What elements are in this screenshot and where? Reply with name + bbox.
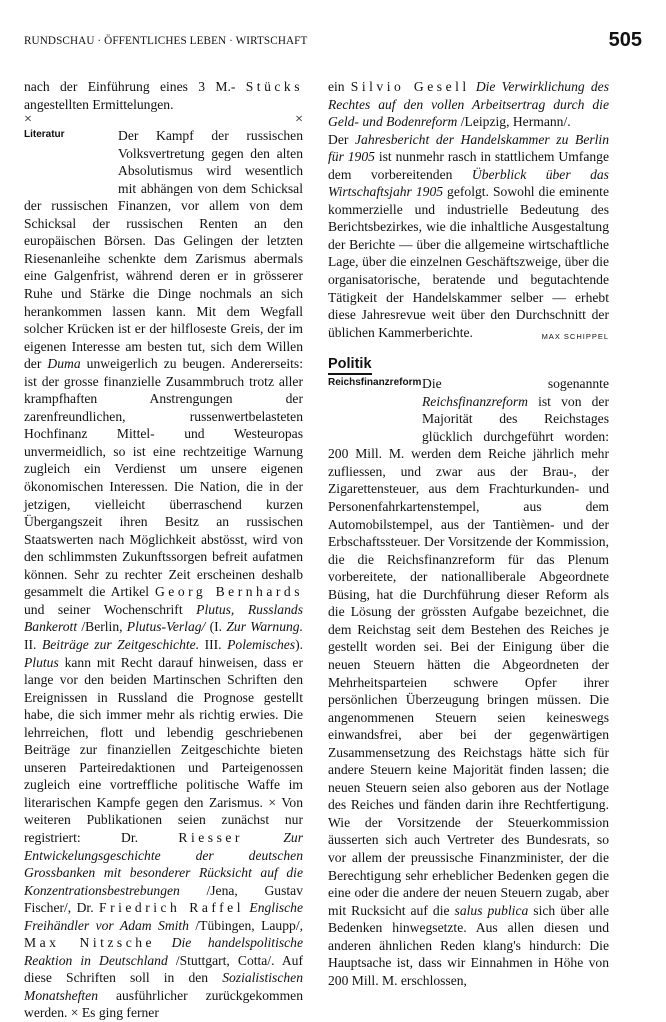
book-title: Die Verwirklichung des Rechtes auf den vollen Arbeitsertrag durch die Geld- und Bodenreform (328, 79, 609, 130)
text: ist nunmehr rasch in stattlichem Umfange dem vorbereitenden (328, 149, 609, 182)
author-name: Silvio Gesell (350, 79, 470, 94)
text: /Jena, Gustav Fischer/, Dr. (24, 882, 303, 916)
margin-label-reichsfinanzreform: Reichsfinanzreform (328, 377, 422, 389)
section-title-politik: Politik (328, 355, 372, 375)
margin-label-literatur: Literatur (24, 129, 65, 141)
section-separator (24, 113, 303, 127)
author-name: Riesser (178, 829, 243, 845)
report-title: Überblick über das Wirtschaftsjahr 1905 (328, 166, 609, 200)
gesell-paragraph (328, 78, 609, 131)
book-title: Plutus, Russlands Bankerott (24, 601, 303, 635)
running-head: RUNDSCHAU · ÖFFENTLICHES LEBEN · WIRTSCHAFT (24, 35, 308, 47)
text: unweigerlich zu beugen. Andererseits: ist der grosse finanzielle Zusammbruch trotz aller krampfhaften Anstrengungen der zarenfreundlichen, russenwertbelasteten Hochfinanz Mittel- und Westeuropas unvermeidlich, so ist eine rechtzeitige Warnung zugleich ein Verdienst um unsere eigenen ökonomischen Interessen. Die Nation, die in der jetzigen, vielleicht überraschend kurzen Übergangszeit ihren Besitz an russischen Staatswerten nach Möglichkeit abstösst, wird von den schlimmsten Zukunftssorgen befreit aufatmen können. Sehr zu rechter Zeit erscheinen deshalb gesammelt die Artikel (24, 356, 303, 600)
text: Der (328, 131, 355, 147)
text: ausführlicher zurückgekommen werden. × Es ging ferner (24, 987, 303, 1021)
right-column (328, 78, 609, 989)
italic-term: Reichsfinanzreform (422, 393, 528, 409)
reichsfinanzreform-paragraph (328, 375, 609, 989)
text: III. (199, 636, 228, 652)
text: II. (24, 636, 42, 652)
literatur-section (24, 127, 303, 1022)
book-title: Polemisches (227, 636, 296, 652)
cross-icon: × (295, 112, 303, 128)
text: angestellten Ermittelungen. (24, 96, 174, 112)
journal-name: Plutus (24, 654, 59, 670)
cross-icon: × (24, 112, 32, 128)
page-header (24, 29, 642, 53)
text: und seiner Wochenschrift (24, 601, 197, 617)
text: Der Kampf der russischen Volksvertretung gegen den alten Absolutismus wird wesentlich mit abhängen von dem Schicksal der russischen Finanzen, vor allem von dem Schicksal der russischen Renten an den europäischen Börsen. Das Gelingen der letzten Riesenanleihe schenkte dem Zarismus abermals eine Galgenfrist, während deren er in grösserer Ruhe und Stärke die Dinge nochmals an sich herankommen lassen kann. Mit dem Wegfall solcher Krücken ist er der hilfloseste Greis, der im eigenen Interesse am besten tut, sich dem Willen der (24, 128, 303, 372)
book-title: Zur Warnung. (226, 619, 304, 635)
text: gefolgt. Sowohl die eminente kommerzielle und industrielle Bedeutung des Berichtsbezirkes, wie die inhaltliche Ausgestaltung der Berichte — über die allgemeine wirtschaftliche Lage, über die einzelnen Geschäftszweige, über die organisatorische, beratende und begutachtende Tätigkeit der Handelskammer selber — erhebt diese Jahresrevue weit über den Durchschnitt der üblichen Kammerberichte. (328, 184, 609, 340)
jahresbericht-paragraph (328, 131, 609, 342)
book-title: Die handelspolitische Reaktion in Deutschland (24, 935, 303, 968)
italic-term: Duma (47, 356, 81, 372)
text: /Stuttgart, Cotta/. Auf diese Schriften soll in den (24, 952, 303, 986)
author-name: Max Nitzsche (24, 935, 156, 951)
reichsfinanzreform-section (328, 375, 609, 989)
author-name: Georg Bernhards (154, 584, 303, 600)
text: (I. (205, 619, 227, 635)
text: /Berlin, (77, 619, 127, 635)
author-signature: MAX SCHIPPEL (541, 331, 609, 341)
book-title: Englische Freihändler vor Adam Smith (24, 900, 303, 933)
left-column (24, 78, 303, 1022)
text: ). (295, 636, 303, 652)
book-title: Zur Entwickelungsgeschichte der deutschen Grossbanken mit besonderer Rücksicht auf die Konzentrationsbestrebungen (24, 829, 303, 898)
page-number: 505 (608, 29, 642, 51)
text: nach der Einführung eines 3 M.- (24, 79, 236, 94)
intro-paragraph (24, 78, 303, 113)
text: ist von der Majorität des Reichstages glücklich durchgeführt worden: 200 Mill. M. werden dem Reiche jährlich mehr zufliessen, und zwar aus der Brau-, der Zigarettensteuer, aus dem Frachturkunden- und Personenfahrkartenstempel, aus dem Automobilstempel, aus der Tantièmen- und der Erbschaftssteuer. Der Vorsitzende der Kommission, die die Reichsfinanzreform für das Plenum vorbereitete, der nationalliberale Abgeordnete Büsing, hat die Durchführung dieser Reform als die Lösung der grössten Aufgabe bezeichnet, die dem Reichstag seit dem Bestehen des Reiches je gestellt worden sei. Bei der Einigung über die neuen Steuern hätten die Abgeordneten der Mehrheitsparteien schwere Opfer ihrer persönlichen Überzeugung bringen müssen. Die angenommenen Steuern seien keineswegs einwandsfrei, aber bei der gegenwärtigen Zusammensetzung des Reichstags hätte sich für andere Steuern keine Majorität finden lassen; die neuen Steuern seien also geboren aus der Notlage des Reiches und fänden darin ihre Rechtfertigung. Wie der Vorsitzende der Steuerkommission äusserten sich auch Vertreter des Bundesrats, so vor allem der preussische Finanzminister, der die Berechtigung sehr erheblicher Bedenken gegen die eine oder die andere der neuen Steuern zugab, aber mit Rucksicht auf die (328, 393, 609, 918)
report-title: Jahresbericht der Handelskammer zu Berlin für 1905 (328, 131, 609, 165)
literatur-paragraph (24, 127, 303, 1022)
text: sich über alle Bedenken hinwegsetzte. Aus allen diesen und anderen ähnlichen Reden klang's hindurch: Die Hauptsache ist, dass wir Einnahmen in Höhe von 200 Mill. M. erschlossen, (328, 902, 610, 988)
text: /Tübingen, Laupp/, (188, 917, 303, 933)
italic-term: salus publica (454, 902, 529, 918)
text: kann mit Recht darauf hinweisen, dass er lange vor den beiden Martinschen Schriften den Ereignissen in Russland die Prognose gestellt habe, die sich immer mehr als richtig erwies. Die lehrreichen, flott und lebendig geschriebenen Beiträge zur finanziellen Zeitgeschichte bieten unseren Parteiredaktionen und Parteigenossen zugleich eine vortreffliche politische Waffe im literarischen Kampfe gegen den Zarismus. × Von weiteren Publikationen seien zunächst nur registriert: Dr. (24, 654, 303, 845)
author-name: Friedrich Raffel (99, 900, 244, 916)
journal-name: Sozialistischen Monatsheften (24, 970, 303, 1003)
text: /Leipzig, Hermann/. (457, 114, 571, 130)
book-title: Beiträge zur Zeitgeschichte. (41, 636, 200, 652)
text: Die sogenannte (422, 376, 609, 392)
spaced-word: Stücks (245, 79, 303, 94)
publisher: Plutus-Verlag/ (126, 619, 206, 635)
text: ein (328, 79, 351, 94)
